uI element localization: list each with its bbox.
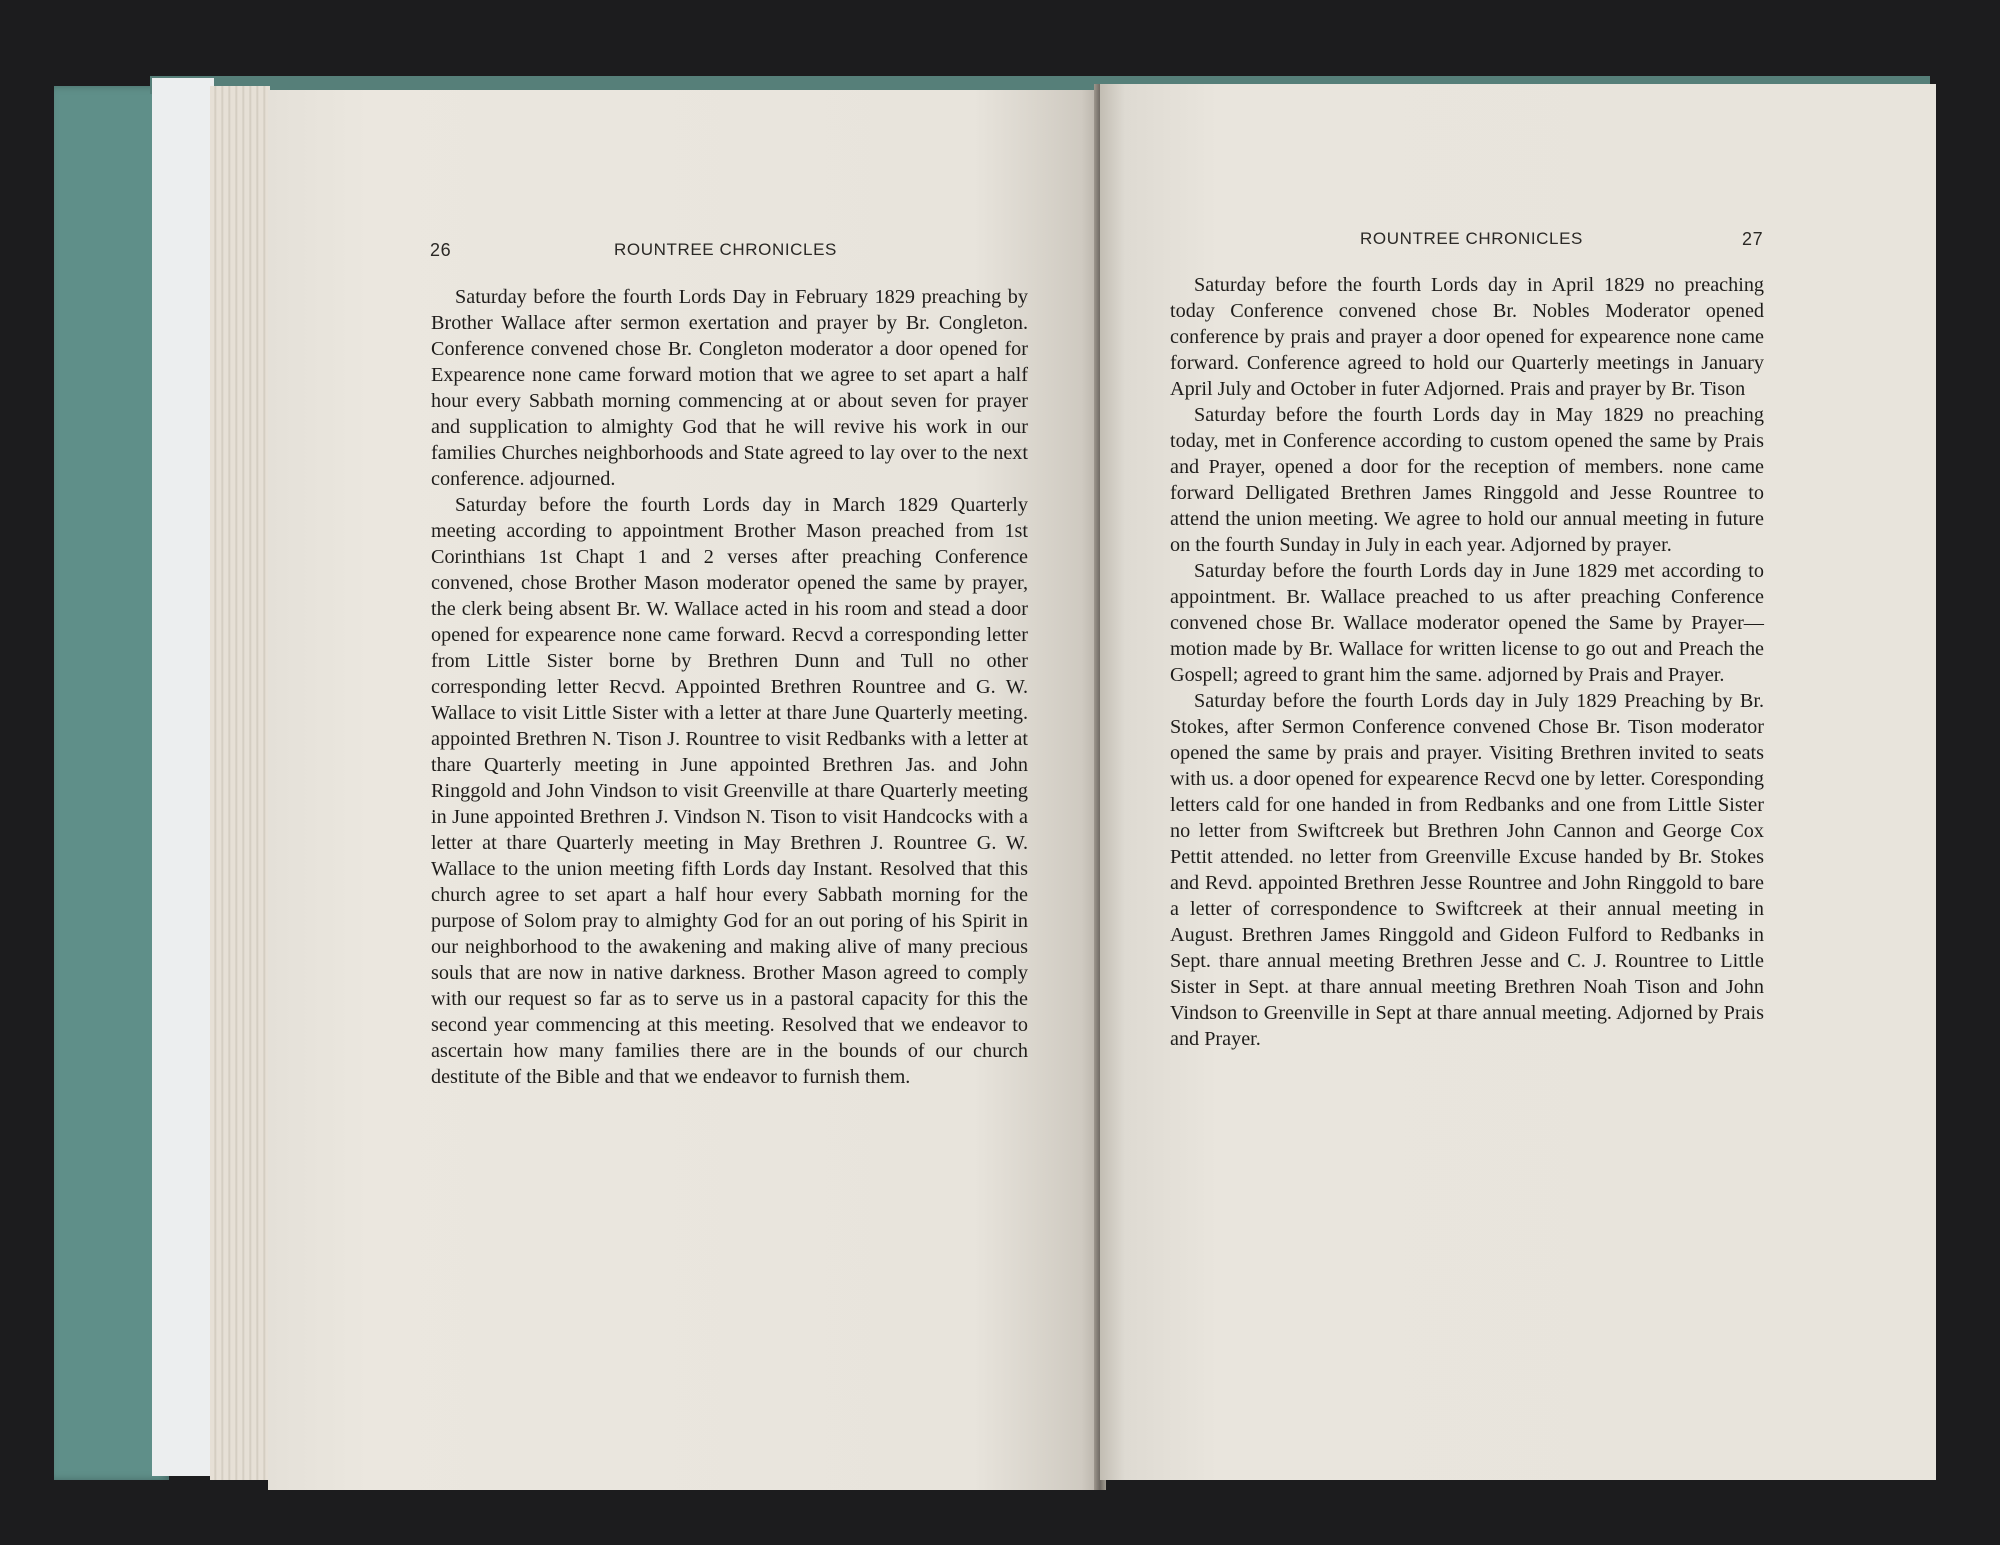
page-edges <box>210 86 270 1480</box>
paragraph: Saturday before the fourth Lords Day in February 1829 preaching by Brother Wallace after sermon exertation and prayer by Br. Congleton. Conference convened chose Br. Congleton moderator a door opened for Expearence none came forward motion that we agree to set apart a half hour every Sabbath morning commencing at or about seven for prayer and supplication to almighty God that he will revive his work in our families Churches neighborhoods and State agreed to lay over to the next conference. adjourned. <box>431 286 1028 490</box>
paragraph: Saturday before the fourth Lords day in May 1829 no preaching today, met in Conference according to custom opened the same by Prais and Prayer, opened a door for the reception of members. none came forward Delligated Brethren James Ringgold and Jesse Rountree to attend the union meeting. We agree to hold our annual meeting in future on the fourth Sunday in July in each year. Adjorned by prayer. <box>1170 404 1764 556</box>
right-running-head <box>1100 229 1936 259</box>
right-text-block <box>1170 272 1764 1052</box>
left-page <box>268 90 1098 1490</box>
left-running-head <box>268 240 1098 270</box>
left-page-number: 26 <box>430 240 452 260</box>
paragraph: Saturday before the fourth Lords day in June 1829 met according to appointment. Br. Wallace preached to us after preaching Conference convened chose Br. Wallace moderator opened the Same by Prayer—motion made by Br. Wallace for written license to go out and Preach the Gospell; agreed to grant him the same. adjorned by Prais and Prayer. <box>1170 560 1764 686</box>
right-running-title: ROUNTREE CHRONICLES <box>1360 229 1583 248</box>
right-page <box>1100 84 1936 1480</box>
paragraph: Saturday before the fourth Lords day in March 1829 Quarterly meeting according to appointment Brother Mason preached from 1st Corinthians 1st Chapt 1 and 2 verses after preaching Conference convened, chose Brother Mason moderator opened the same by prayer, the clerk being absent Br. W. Wallace acted in his room and stead a door opened for expearence none came forward. Recvd a corresponding letter from Little Sister borne by Brethren Dunn and Tull no other corresponding letter Recvd. Appointed Brethren Rountree and G. W. Wallace to visit Little Sister with a letter at thare June Quarterly meeting. appointed Brethren N. Tison J. Rountree to visit Redbanks with a letter at thare Quarterly meeting in June appointed Brethren Jas. and John Ringgold and John Vindson to visit Greenville at thare Quarterly meeting in June appointed Brethren J. Vindson N. Tison to visit Handcocks with a letter at thare Quarterly meeting in May Brethren J. Rountree G. W. Wallace to the union meeting fifth Lords day Instant. Resolved that this church agree to set apart a half hour every Sabbath morning for the purpose of Solom pray to almighty God for an out poring of his Spirit in our neighborhood to the awakening and making alive of many precious souls that are now in native darkness. Brother Mason agreed to comply with our request so far as to serve us in a pastoral capacity for this the second year commencing at this meeting. Resolved that we endeavor to ascertain how many families there are in the bounds of our church destitute of the Bible and that we endeavor to furnish them. <box>431 494 1028 1088</box>
paragraph: Saturday before the fourth Lords day in April 1829 no preaching today Conference convened chose Br. Nobles Moderator opened conference by prais and prayer a door opened for expearence none came forward. Conference agreed to hold our Quarterly meetings in January April July and October in futer Adjorned. Prais and prayer by Br. Tison <box>1170 274 1764 400</box>
left-text-block <box>431 284 1028 1090</box>
paragraph: Saturday before the fourth Lords day in July 1829 Preaching by Br. Stokes, after Sermon Conference convened Chose Br. Tison moderator opened the same by prais and prayer. Visiting Brethren invited to seats with us. a door opened for expearence Recvd one by letter. Coresponding letters cald for one handed in from Redbanks and one from Little Sister no letter from Swiftcreek but Brethren John Cannon and George Cox Pettit attended. no letter from Greenville Excuse handed by Br. Stokes and Revd. appointed Brethren Jesse Rountree and John Ringgold to bare a letter of correspondence to Swiftcreek at their annual meeting in August. Brethren James Ringgold and Gideon Fulford to Redbanks in Sept. thare annual meeting Brethren Jesse and C. J. Rountree to Little Sister in Sept. at thare annual meeting Brethren Noah Tison and John Vindson to Greenville in Sept at thare annual meeting. Adjorned by Prais and Prayer. <box>1170 690 1764 1050</box>
flyleaf <box>152 78 214 1476</box>
left-running-title: ROUNTREE CHRONICLES <box>614 240 837 259</box>
right-page-number: 27 <box>1742 229 1764 249</box>
